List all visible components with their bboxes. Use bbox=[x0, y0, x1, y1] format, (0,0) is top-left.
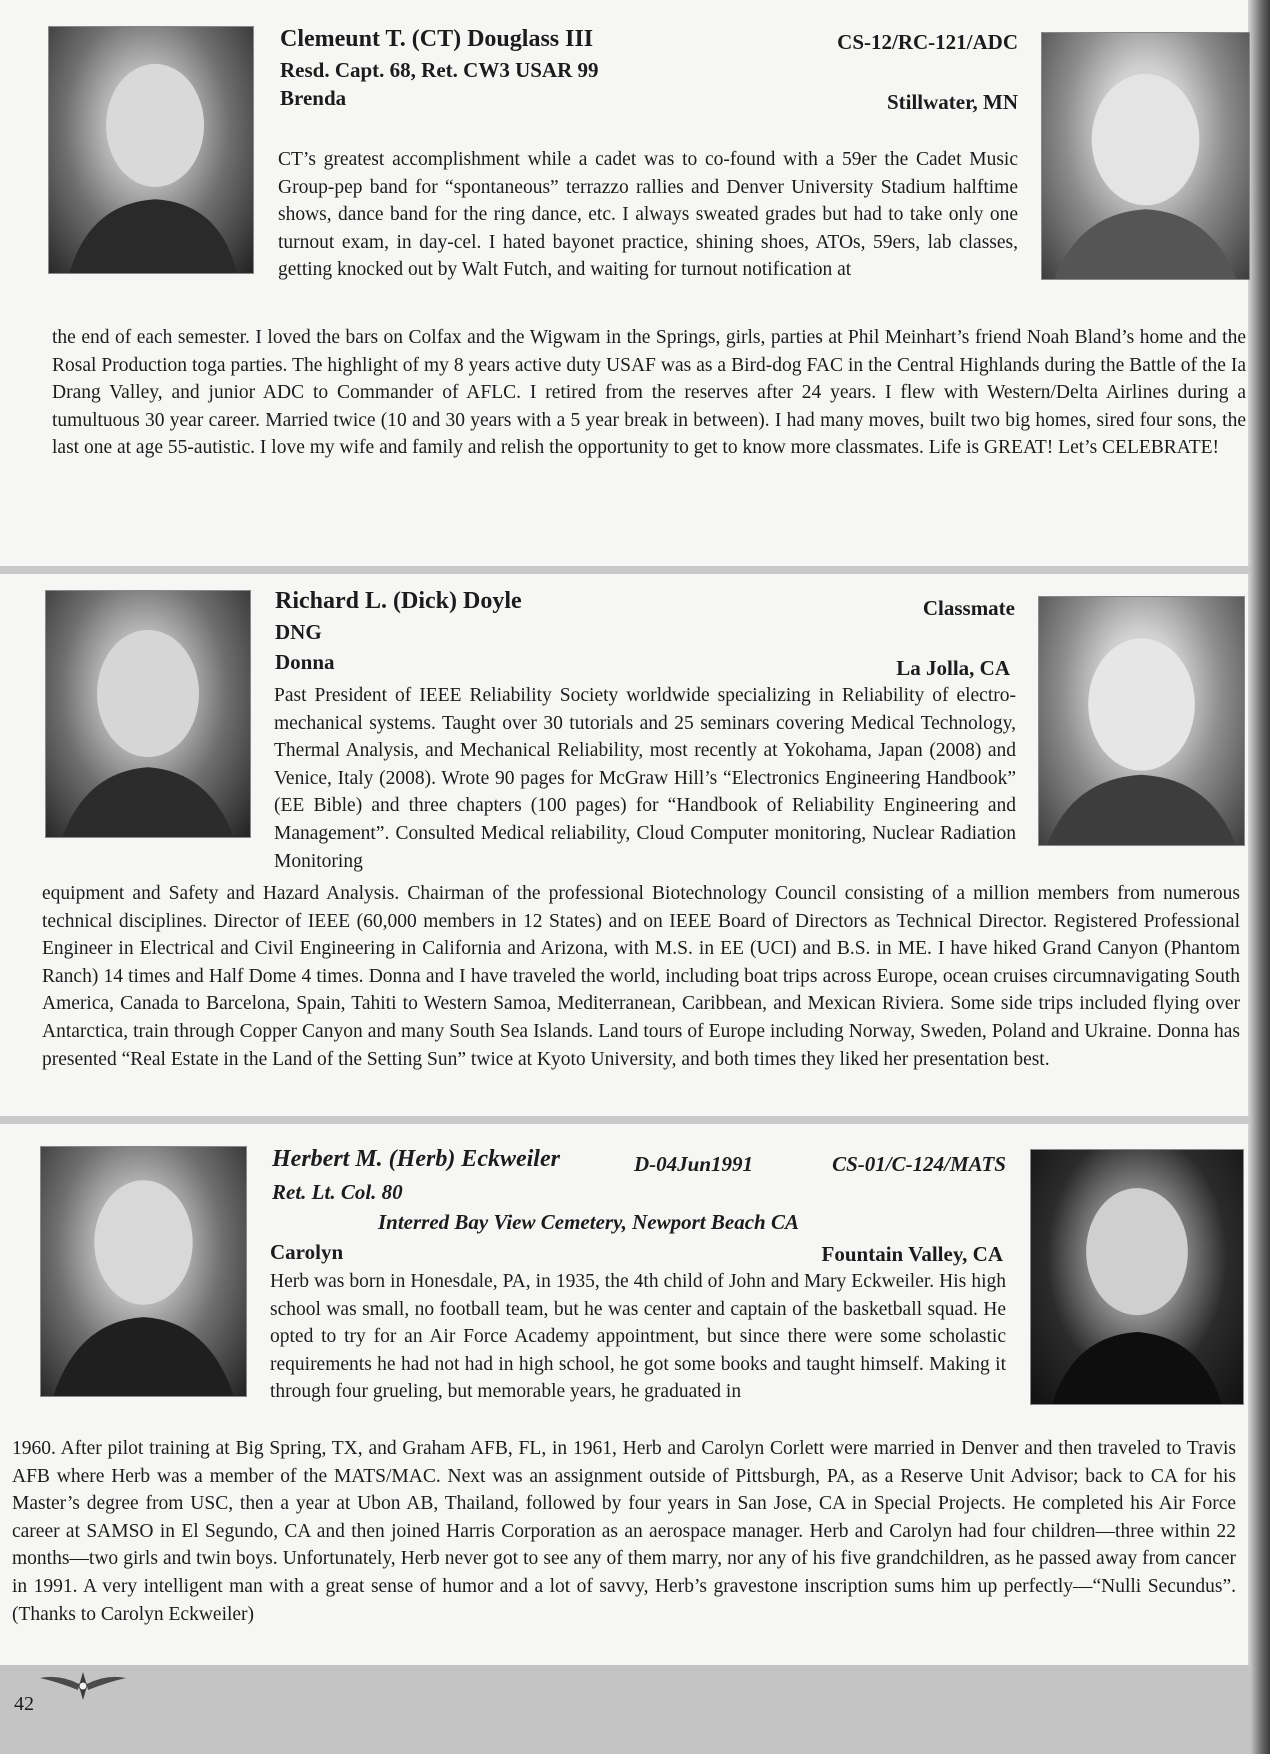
bio-full: the end of each semester. I loved the bars on Colfax and the Wigwam in the Springs, girls, parties at Phil Meinhart’s friend Noah Bland’s home and the Rosal Production toga parties. The highlight of my 8 years active duty USAF was as a Bird-dog FAC in the Central Highlands during the Battle of the Ia Drang Valley, and junior ADC to Commander of AFLC. I retired from the reserves after 24 years. I flew with Western/Delta Airlines during a tumultuous 30 year career. Married twice (10 and 30 years with a 5 year break in between). I had many moves, built two big homes, sired four sons, the last one at age 55-autistic. I love my wife and family and relish the opportunity to get to know more classmates. Life is GREAT! Let’s CELEBRATE! bbox=[52, 327, 1246, 459]
entry-death-date: D-04Jun1991 bbox=[634, 1152, 754, 1176]
current-photo bbox=[1038, 596, 1245, 846]
entry-codes: CS-12/RC-121/ADC bbox=[837, 30, 1018, 54]
entry-rank: DNG bbox=[275, 620, 322, 644]
entry-location: Fountain Valley, CA bbox=[821, 1242, 1003, 1266]
section-divider bbox=[0, 566, 1250, 574]
entry-codes: Classmate bbox=[922, 596, 1015, 620]
entry-name: Clemeunt T. (CT) Douglass III bbox=[280, 26, 594, 52]
entry-location: Stillwater, MN bbox=[886, 90, 1018, 114]
bio-wrapped: CT’s greatest accomplishment while a cadet was to co-found with a 59er the Cadet Music Group-pep band for “spontaneous” terrazzo rallies and Denver University Stadium halftime shows, dance band for the ring dance, etc. I always sweated grades but had to take only one turnout exam, in day-cel. I hated bayonet practice, shining shoes, ATOs, 59ers, lab classes, getting knocked out by Walt Futch, and waiting for turnout notification at bbox=[278, 149, 1018, 281]
wings-emblem-icon bbox=[38, 1664, 128, 1708]
bio-wrapped: Past President of IEEE Reliability Society worldwide specializing in Reliability of electro-mechanical systems. Taught over 30 tutorials and 25 seminars covering Medical Technology, Thermal Analysis, and Mechanical Reliability, most recently at Yokohama, Japan (2008) and Venice, Italy (2008). Wrote 90 pages for McGraw Hill’s “Electronics Engineering Handbook” (EE Bible) and three chapters (100 pages) for “Handbook of Reliability Engineering and Management”. Consulted Medical reliability, Cloud Computer monitoring, Nuclear Radiation Monitoring bbox=[274, 685, 1016, 872]
entry-name: Richard L. (Dick) Doyle bbox=[275, 588, 522, 614]
entry-location: La Jolla, CA bbox=[896, 656, 1010, 680]
entry-name: Herbert M. (Herb) Eckweiler bbox=[272, 1146, 560, 1172]
entry-spouse: Donna bbox=[275, 650, 335, 674]
current-photo bbox=[1041, 32, 1250, 280]
current-photo bbox=[1030, 1149, 1244, 1405]
bio-full: 1960. After pilot training at Big Spring, TX, and Graham AFB, FL, in 1961, Herb and Carolyn Corlett were married in Denver and then traveled to Travis AFB where Herb was a member of the MATS/MAC. Next was an assignment outside of Pittsburgh, PA, as a Reserve Unit Advisor; back to CA for his Master’s degree from USC, then a year at Ubon AB, Thailand, followed by four years in San Jose, CA in Special Projects. He completed his Air Force career at SAMSO in El Segundo, CA and then joined Harris Corporation as an aerospace manager. Herb and Carolyn had four children—three within 22 months—two girls and twin boys. Unfortunately, Herb never got to see any of them marry, nor any of his five grandchildren, as he passed away from cancer in 1991. A very intelligent man with a great sense of humor and a lot of savvy, Herb’s gravestone inscription sums him up perfectly—“Nulli Secundus”. (Thanks to Carolyn Eckweiler) bbox=[12, 1438, 1236, 1625]
footer-band bbox=[0, 1665, 1250, 1754]
cadet-photo bbox=[48, 26, 254, 274]
entry-interment: Interred Bay View Cemetery, Newport Beach CA bbox=[378, 1210, 799, 1234]
cadet-photo bbox=[45, 590, 251, 838]
page-binding-edge bbox=[1248, 0, 1270, 1754]
section-divider bbox=[0, 1116, 1250, 1124]
bio-full: equipment and Safety and Hazard Analysis. Chairman of the professional Biotechnology Council consisting of a million members from numerous technical disciplines. Director of IEEE (60,000 members in 12 States) and on IEEE Board of Directors as Technical Director. Registered Professional Engineer in Electrical and Civil Engineering in California and Arizona, with M.S. in EE (UCI) and B.S. in ME. I have hiked Grand Canyon (Phantom Ranch) 14 times and Half Dome 4 times. Donna and I have traveled the world, including boat trips across Europe, ocean cruises circumnavigating South America, Canada to Barcelona, Spain, Tahiti to Western Samoa, Mediterranean, Caribbean, and Mexican Riviera. Some side trips included flying over Antarctica, train through Copper Canyon and many South Sea Islands. Land tours of Europe including Norway, Sweden, Poland and Ukraine. Donna has presented “Real Estate in the Land of the Setting Sun” twice at Kyoto University, and both times they liked her presentation best. bbox=[42, 883, 1240, 1070]
entry-codes: CS-01/C-124/MATS bbox=[832, 1152, 1006, 1176]
cadet-photo bbox=[40, 1146, 247, 1397]
entry-spouse: Brenda bbox=[280, 86, 347, 110]
entry-spouse: Carolyn bbox=[270, 1240, 344, 1264]
entry-rank: Resd. Capt. 68, Ret. CW3 USAR 99 bbox=[280, 58, 599, 82]
page-number: 42 bbox=[14, 1693, 34, 1715]
entry-rank: Ret. Lt. Col. 80 bbox=[272, 1180, 403, 1204]
bio-wrapped: Herb was born in Honesdale, PA, in 1935, the 4th child of John and Mary Eckweiler. His high school was small, no football team, but he was center and captain of the basketball squad. He opted to try for an Air Force Academy appointment, but since there were some scholastic requirements he had not had in high school, he got some books and taught himself. Making it through four grueling, but memorable years, he graduated in bbox=[270, 1271, 1006, 1403]
